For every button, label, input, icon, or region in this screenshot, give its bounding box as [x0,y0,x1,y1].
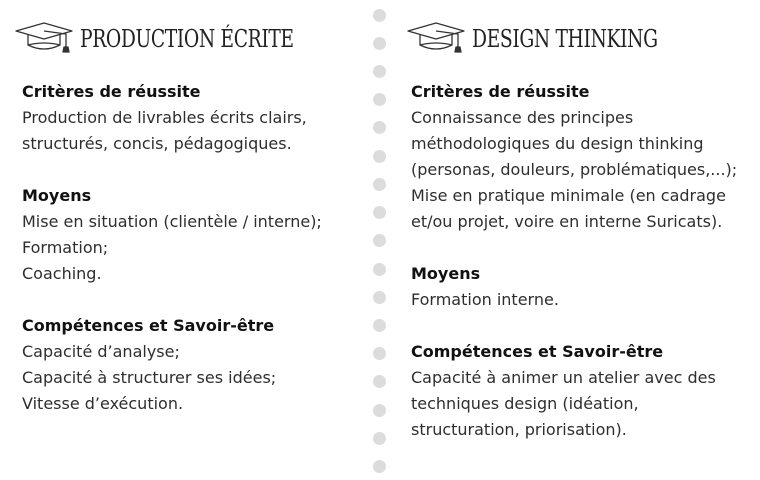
spacer [22,287,358,313]
divider-dot [373,65,386,78]
divider-dot [373,37,386,50]
dotted-divider [373,9,387,475]
divider-dot [373,121,386,134]
body-line: et/ou projet, voire en interne Suricats). [411,212,723,231]
divider-dot [373,347,386,360]
divider-dot [373,375,386,388]
body-line: structurés, concis, pédagogiques. [22,134,292,153]
body-line: Mise en situation (clientèle / interne); [22,212,322,231]
section-heading: Compétences et Savoir-être [411,342,664,361]
graduation-cap-icon [406,21,466,57]
spacer [411,313,756,339]
divider-dot [373,263,386,276]
body-line: Formation interne. [411,290,559,309]
right-header [406,18,710,60]
body-line: Capacité à structurer ses idées; [22,368,277,387]
graduation-cap-icon [14,21,74,57]
right-body [411,79,756,443]
section-heading: Critères de réussite [411,82,590,101]
section-heading: Moyens [411,264,481,283]
divider-dot [373,150,386,163]
divider-dot [373,291,386,304]
divider-dot [373,404,386,417]
divider-dot [373,319,386,332]
section-heading: Compétences et Savoir-être [22,316,275,335]
body-line: Connaissance des principes [411,108,634,127]
spacer [22,157,358,183]
body-line: méthodologiques du design thinking [411,134,704,153]
divider-dot [373,460,386,473]
section-heading: Moyens [22,186,92,205]
body-line: Mise en pratique minimale (en cadrage [411,186,726,205]
section-title: DESIGN THINKING [472,25,658,53]
body-line: Formation; [22,238,109,257]
section-heading: Critères de réussite [22,82,201,101]
body-line: Vitesse d’exécution. [22,394,184,413]
divider-dot [373,9,386,22]
body-line: techniques design (idéation, [411,394,639,413]
spacer [411,235,756,261]
divider-dot [373,432,386,445]
body-line: structuration, priorisation). [411,420,627,439]
divider-dot [373,178,386,191]
body-line: Capacité d’analyse; [22,342,180,361]
body-line: (personas, douleurs, problématiques,...); [411,160,738,179]
body-line: Capacité à animer un atelier avec des [411,368,716,387]
body-line: Coaching. [22,264,102,283]
section-title: PRODUCTION ÉCRITE [80,25,294,53]
left-header [14,18,354,60]
divider-dot [373,234,386,247]
left-body [22,79,358,417]
body-line: Production de livrables écrits clairs, [22,108,307,127]
divider-dot [373,206,386,219]
divider-dot [373,93,386,106]
